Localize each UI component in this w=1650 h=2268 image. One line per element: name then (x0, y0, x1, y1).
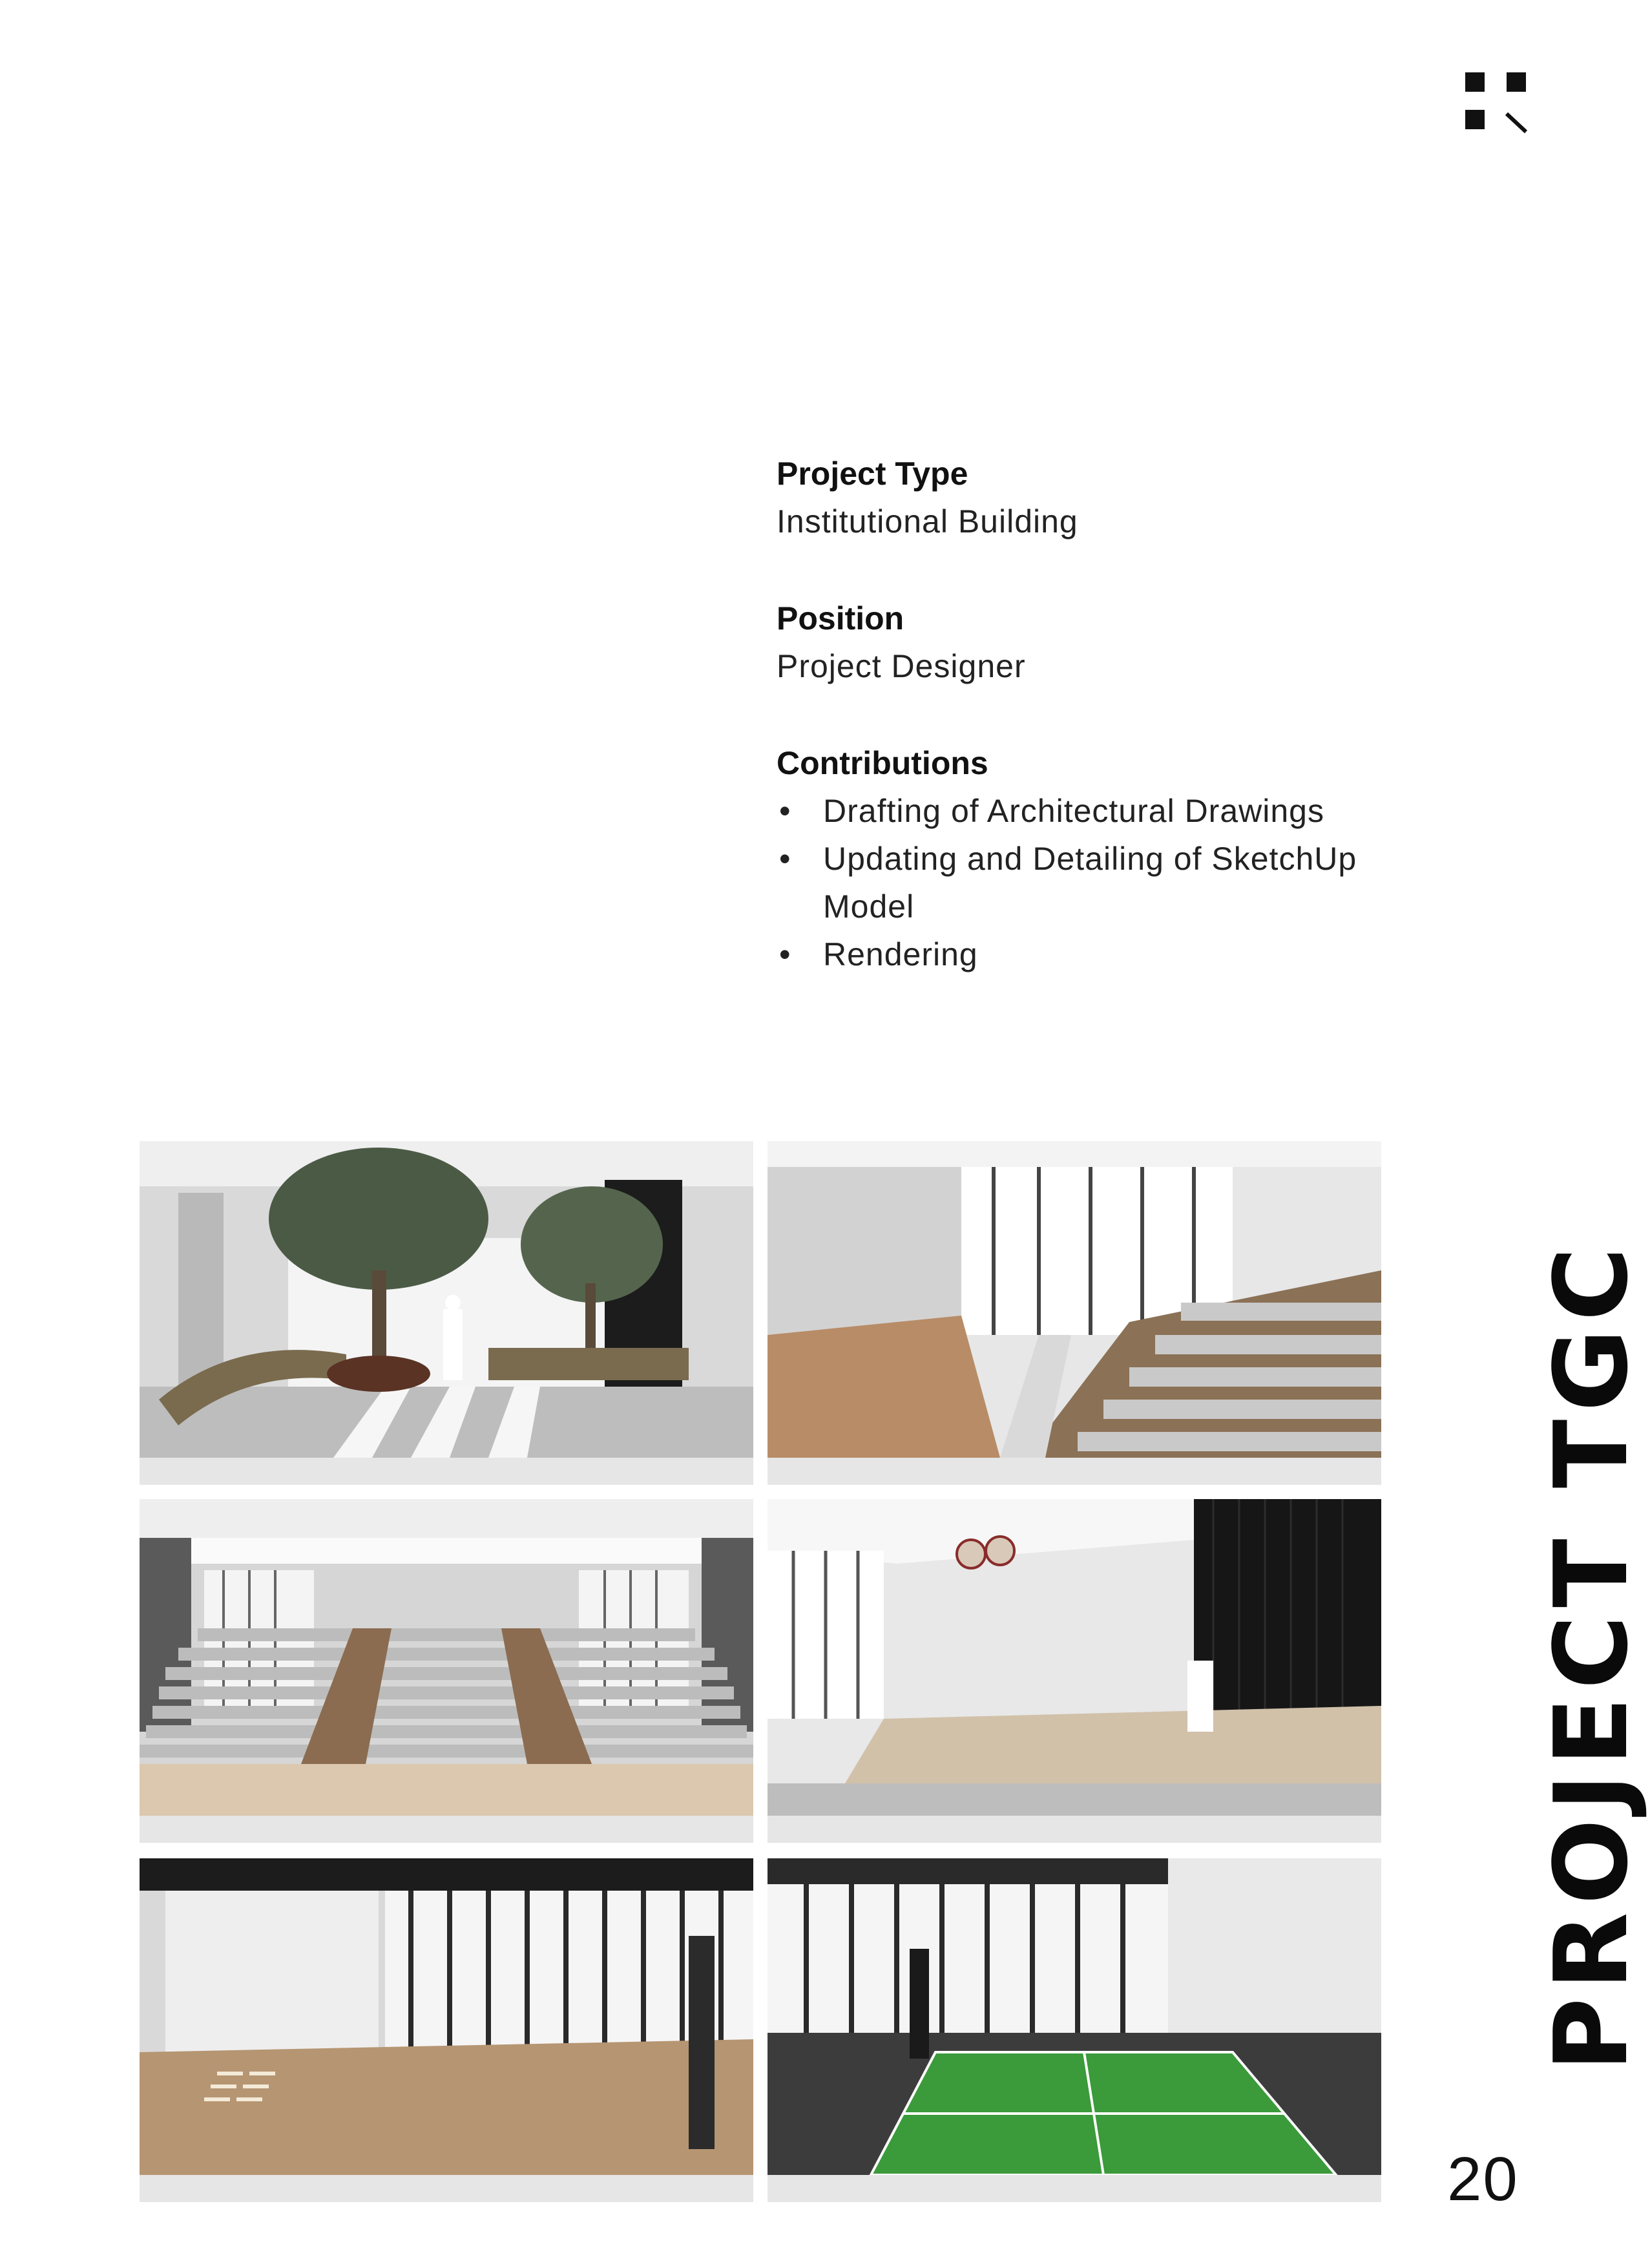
contributions-label: Contributions (777, 745, 988, 781)
auditorium-seating-render (768, 1141, 1381, 1485)
project-title: PROJECT TGC (1532, 1239, 1650, 2072)
project-type-value: Institutional Building (777, 503, 1078, 540)
project-info (777, 450, 1423, 978)
project-type-section (777, 450, 1423, 545)
basketball-court-render-image (140, 1858, 753, 2202)
position-label: Position (777, 600, 904, 636)
auditorium-seating-render-image (768, 1141, 1381, 1485)
hall-seating-render-image (140, 1499, 753, 1843)
page-number: 20 (1447, 2145, 1519, 2214)
contribution-item: • Drafting of Architectural Drawings (777, 787, 1423, 835)
hall-seating-render (140, 1499, 753, 1843)
badminton-court-render-image (768, 1858, 1381, 2202)
position-section (777, 594, 1423, 690)
contribution-item: • Updating and Detailing of SketchUp Model (777, 835, 1379, 930)
contributions-list (777, 787, 1423, 978)
stage-podium-render-image (768, 1499, 1381, 1843)
position-value: Project Designer (777, 648, 1026, 684)
basketball-court-render (140, 1858, 753, 2202)
stage-podium-render (768, 1499, 1381, 1843)
contributions-section (777, 739, 1423, 978)
lobby-render (140, 1141, 753, 1485)
badminton-court-render (768, 1858, 1381, 2202)
project-type-label: Project Type (777, 456, 968, 492)
contribution-item: • Rendering (777, 930, 1423, 978)
studio-logo-icon (1465, 72, 1527, 134)
lobby-render-image (140, 1141, 753, 1485)
